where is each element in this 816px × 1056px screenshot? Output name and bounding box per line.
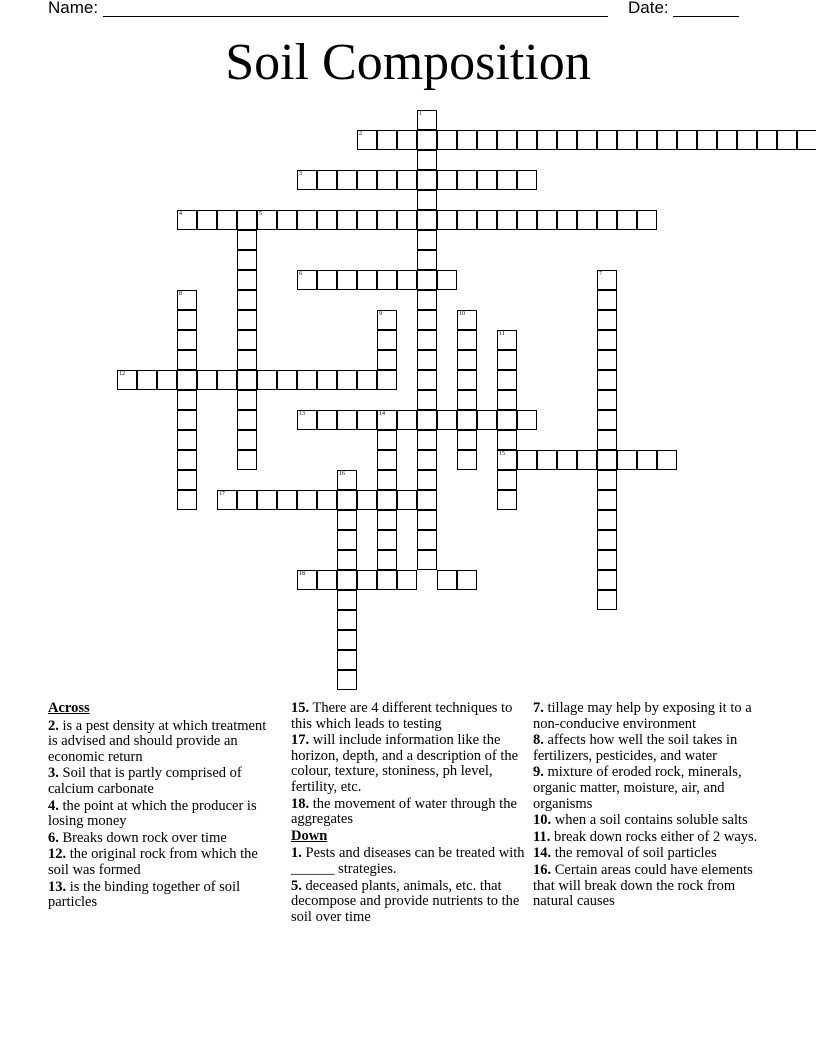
clue — [48, 880, 276, 911]
crossword-cell[interactable] — [337, 570, 357, 590]
crossword-cell[interactable] — [397, 270, 417, 290]
crossword-cell[interactable] — [337, 530, 357, 550]
crossword-cell[interactable] — [177, 210, 197, 230]
crossword-cell[interactable] — [597, 330, 617, 350]
clue — [291, 733, 525, 795]
crossword-cell[interactable] — [497, 170, 517, 190]
crossword-cell[interactable] — [277, 370, 297, 390]
crossword-cell[interactable] — [377, 530, 397, 550]
crossword-cell[interactable] — [597, 450, 617, 470]
clue-text: deceased plants, animals, etc. that decompose and provide nutrients to the soil over time — [291, 877, 520, 925]
clue-number: 4. — [48, 797, 59, 814]
crossword-cell[interactable] — [517, 130, 537, 150]
crossword-cell[interactable] — [177, 410, 197, 430]
crossword-cell[interactable] — [257, 370, 277, 390]
clue-text: Certain areas could have elements that will break down the rock from natural causes — [533, 861, 753, 910]
crossword-cell[interactable] — [497, 410, 517, 430]
crossword-cell[interactable] — [317, 270, 337, 290]
crossword-cell[interactable] — [737, 130, 757, 150]
crossword-cell[interactable] — [277, 490, 297, 510]
clue — [533, 813, 765, 829]
crossword-cell[interactable] — [297, 410, 317, 430]
crossword-cell[interactable] — [477, 410, 497, 430]
clue-number: 6. — [48, 829, 59, 846]
crossword-cell[interactable] — [357, 130, 377, 150]
crossword-cell[interactable] — [577, 210, 597, 230]
crossword-cell[interactable] — [537, 450, 557, 470]
crossword-cell[interactable] — [457, 310, 477, 330]
clue-text: tillage may help by exposing it to a non-conducive environment — [533, 700, 752, 732]
clue-number: 2. — [48, 717, 59, 734]
clue-text: the removal of soil particles — [554, 845, 717, 862]
crossword-cell[interactable] — [597, 510, 617, 530]
crossword-cell[interactable] — [377, 550, 397, 570]
crossword-cell[interactable] — [157, 370, 177, 390]
crossword-cell[interactable] — [237, 390, 257, 410]
crossword-cell[interactable] — [617, 450, 637, 470]
crossword-cell[interactable] — [797, 130, 816, 150]
clue-number: 14. — [533, 845, 552, 862]
clue-column-3 — [533, 701, 765, 911]
crossword-cell[interactable] — [237, 490, 257, 510]
crossword-cell[interactable] — [417, 510, 437, 530]
crossword-cell[interactable] — [417, 390, 437, 410]
crossword-cell[interactable] — [417, 330, 437, 350]
clue — [533, 863, 765, 910]
crossword-cell[interactable] — [317, 490, 337, 510]
crossword-cell[interactable] — [237, 230, 257, 250]
crossword-cell[interactable] — [497, 330, 517, 350]
crossword-cell[interactable] — [177, 430, 197, 450]
crossword-cell[interactable] — [557, 450, 577, 470]
crossword-cell[interactable] — [417, 350, 437, 370]
crossword-cell[interactable] — [357, 210, 377, 230]
crossword-cell[interactable] — [417, 190, 437, 210]
crossword-cell[interactable] — [617, 130, 637, 150]
clue-number: 13. — [48, 878, 67, 895]
cell-number: 12 — [119, 371, 125, 377]
clue-number: 18. — [291, 795, 310, 812]
crossword-cell[interactable] — [237, 430, 257, 450]
crossword-cell[interactable] — [517, 210, 537, 230]
crossword-cell[interactable] — [597, 530, 617, 550]
crossword-cell[interactable] — [417, 430, 437, 450]
crossword-cell[interactable] — [777, 130, 797, 150]
crossword-cell[interactable] — [177, 450, 197, 470]
crossword-cell[interactable] — [717, 130, 737, 150]
crossword-cell[interactable] — [337, 370, 357, 390]
crossword-cell[interactable] — [597, 370, 617, 390]
crossword-cell[interactable] — [337, 410, 357, 430]
clue-number: 1. — [291, 845, 302, 862]
crossword-cell[interactable] — [357, 490, 377, 510]
crossword-cell[interactable] — [177, 490, 197, 510]
crossword-cell[interactable] — [317, 570, 337, 590]
clue — [291, 701, 525, 732]
crossword-cell[interactable] — [357, 570, 377, 590]
crossword-cell[interactable] — [597, 290, 617, 310]
cell-number: 3 — [299, 171, 302, 177]
crossword-cell[interactable] — [537, 210, 557, 230]
clue-number: 7. — [533, 700, 544, 716]
crossword-cell[interactable] — [497, 370, 517, 390]
crossword-cell[interactable] — [317, 170, 337, 190]
crossword-cell[interactable] — [297, 570, 317, 590]
crossword-cell[interactable] — [597, 410, 617, 430]
crossword-cell[interactable] — [417, 210, 437, 230]
clue-text: the original rock from which the soil was formed — [48, 846, 258, 878]
cell-number: 13 — [299, 411, 305, 417]
crossword-cell[interactable] — [517, 450, 537, 470]
crossword-cell[interactable] — [497, 450, 517, 470]
crossword-cell[interactable] — [237, 310, 257, 330]
crossword-cell[interactable] — [417, 490, 437, 510]
crossword-cell[interactable] — [417, 290, 437, 310]
cell-number: 11 — [499, 331, 505, 337]
clue-text: when a soil contains soluble salts — [554, 812, 748, 829]
crossword-cell[interactable] — [437, 130, 457, 150]
crossword-cell[interactable] — [597, 430, 617, 450]
crossword-cell[interactable] — [297, 370, 317, 390]
cell-number: 17 — [219, 491, 225, 497]
crossword-cell[interactable] — [117, 370, 137, 390]
crossword-cell[interactable] — [517, 410, 537, 430]
across-clue-list — [48, 719, 276, 911]
crossword-cell[interactable] — [337, 270, 357, 290]
crossword-cell[interactable] — [377, 170, 397, 190]
crossword-cell[interactable] — [357, 270, 377, 290]
crossword-cell[interactable] — [597, 590, 617, 610]
cell-number: 7 — [599, 271, 602, 277]
clue-column-1 — [48, 701, 276, 912]
crossword-cell[interactable] — [357, 370, 377, 390]
crossword-cell[interactable] — [217, 370, 237, 390]
clue-number: 9. — [533, 764, 544, 781]
clue-number: 11. — [533, 828, 551, 845]
cell-number: 1 — [419, 111, 422, 117]
crossword-cell[interactable] — [597, 390, 617, 410]
clue — [291, 846, 525, 877]
crossword-cell[interactable] — [277, 210, 297, 230]
crossword-cell[interactable] — [417, 370, 437, 390]
crossword-cell[interactable] — [317, 370, 337, 390]
crossword-cell[interactable] — [457, 410, 477, 430]
clue-number: 8. — [533, 732, 544, 749]
cell-number: 2 — [359, 131, 362, 137]
clue — [48, 831, 276, 847]
clue-number: 15. — [291, 700, 310, 716]
crossword-cell[interactable] — [457, 210, 477, 230]
crossword-cell[interactable] — [337, 650, 357, 670]
crossword-cell[interactable] — [397, 570, 417, 590]
crossword-cell[interactable] — [597, 310, 617, 330]
crossword-cell[interactable] — [337, 210, 357, 230]
crossword-cell[interactable] — [377, 370, 397, 390]
crossword-cell[interactable] — [257, 490, 277, 510]
across-heading: Across — [48, 700, 90, 716]
crossword-cell[interactable] — [297, 170, 317, 190]
crossword-cell[interactable] — [377, 490, 397, 510]
crossword-cell[interactable] — [237, 290, 257, 310]
clue-text: will include information like the horizon, depth, and a description of the colour, texture, stoniness, ph level, fertility, etc. — [291, 732, 519, 795]
crossword-cell[interactable] — [377, 210, 397, 230]
crossword-cell[interactable] — [457, 130, 477, 150]
crossword-cell[interactable] — [757, 130, 777, 150]
crossword-cell[interactable] — [297, 490, 317, 510]
clue-number: 16. — [533, 861, 552, 878]
crossword-cell[interactable] — [177, 390, 197, 410]
crossword-cell[interactable] — [657, 130, 677, 150]
clue-number: 5. — [291, 877, 302, 894]
crossword-cell[interactable] — [617, 210, 637, 230]
crossword-cell[interactable] — [237, 210, 257, 230]
clue-number: 12. — [48, 846, 67, 863]
crossword-cell[interactable] — [177, 290, 197, 310]
crossword-cell[interactable] — [497, 210, 517, 230]
crossword-cell[interactable] — [417, 450, 437, 470]
crossword-cell[interactable] — [637, 130, 657, 150]
crossword-cell[interactable] — [597, 350, 617, 370]
crossword-cell[interactable] — [237, 410, 257, 430]
crossword-cell[interactable] — [377, 410, 397, 430]
crossword-cell[interactable] — [417, 170, 437, 190]
crossword-cell[interactable] — [497, 350, 517, 370]
crossword-cell[interactable] — [377, 350, 397, 370]
crossword-cell[interactable] — [237, 250, 257, 270]
clue-text: the point at which the producer is losing money — [48, 797, 257, 830]
crossword-cell[interactable] — [437, 170, 457, 190]
crossword-cell[interactable] — [637, 210, 657, 230]
crossword-cell[interactable] — [397, 170, 417, 190]
crossword-cell[interactable] — [457, 370, 477, 390]
crossword-cell[interactable] — [417, 310, 437, 330]
crossword-cell[interactable] — [417, 550, 437, 570]
crossword-cell[interactable] — [177, 470, 197, 490]
crossword-cell[interactable] — [457, 170, 477, 190]
clue — [48, 799, 276, 830]
crossword-cell[interactable] — [377, 470, 397, 490]
crossword-cell[interactable] — [237, 330, 257, 350]
cell-number: 18 — [299, 571, 305, 577]
crossword-cell[interactable] — [597, 270, 617, 290]
crossword-cell[interactable] — [457, 330, 477, 350]
crossword-cell[interactable] — [457, 390, 477, 410]
crossword-cell[interactable] — [437, 270, 457, 290]
crossword-cell[interactable] — [437, 210, 457, 230]
crossword-cell[interactable] — [597, 130, 617, 150]
crossword-cell[interactable] — [697, 130, 717, 150]
date-label: Date: — [628, 0, 669, 17]
crossword-cell[interactable] — [497, 390, 517, 410]
crossword-cell[interactable] — [477, 170, 497, 190]
crossword-cell[interactable] — [637, 450, 657, 470]
crossword-cell[interactable] — [137, 370, 157, 390]
crossword-cell[interactable] — [397, 490, 417, 510]
crossword-cell[interactable] — [377, 430, 397, 450]
clue — [533, 765, 765, 812]
down-clue-list — [291, 846, 525, 925]
crossword-cell[interactable] — [417, 150, 437, 170]
crossword-cell[interactable] — [437, 410, 457, 430]
crossword-cell[interactable] — [177, 370, 197, 390]
page-title: Soil Composition — [225, 34, 591, 91]
crossword-cell[interactable] — [177, 350, 197, 370]
clue — [48, 766, 276, 797]
cell-number: 16 — [339, 471, 345, 477]
crossword-cell[interactable] — [357, 410, 377, 430]
crossword-cell[interactable] — [497, 430, 517, 450]
crossword-cell[interactable] — [177, 310, 197, 330]
crossword-cell[interactable] — [457, 430, 477, 450]
crossword-cell[interactable] — [437, 570, 457, 590]
crossword-cell[interactable] — [497, 130, 517, 150]
clue-text: Pests and diseases can be treated with ______ strategies. — [291, 845, 525, 877]
clue-number: 17. — [291, 732, 310, 749]
crossword-cell[interactable] — [237, 370, 257, 390]
name-label: Name: — [48, 0, 99, 17]
crossword-cell[interactable] — [417, 530, 437, 550]
cell-number: 4 — [179, 211, 182, 217]
crossword-cell[interactable] — [337, 550, 357, 570]
cell-number: 5 — [259, 211, 262, 217]
crossword-cell[interactable] — [417, 410, 437, 430]
crossword-cell[interactable] — [597, 570, 617, 590]
clue — [48, 847, 276, 878]
crossword-cell[interactable] — [237, 450, 257, 470]
clue-text: is a pest density at which treatment is advised and should provide an economic return — [48, 717, 267, 765]
crossword-cell[interactable] — [657, 450, 677, 470]
down-heading: Down — [291, 827, 328, 844]
clue-number: 10. — [533, 812, 552, 829]
clue-text: mixture of eroded rock, minerals, organic matter, moisture, air, and organisms — [533, 764, 742, 812]
across-clue-list-continued — [291, 701, 525, 828]
clue-column-2 — [291, 701, 525, 926]
crossword-cell[interactable] — [417, 130, 437, 150]
crossword-cell[interactable] — [337, 590, 357, 610]
crossword-cell[interactable] — [597, 470, 617, 490]
crossword-cell[interactable] — [597, 210, 617, 230]
crossword-cell[interactable] — [557, 210, 577, 230]
cell-number: 9 — [379, 311, 382, 317]
crossword-cell[interactable] — [477, 210, 497, 230]
clue-text: break down rocks either of 2 ways. — [553, 828, 758, 845]
crossword-cell[interactable] — [237, 270, 257, 290]
crossword-cell[interactable] — [497, 490, 517, 510]
crossword-cell[interactable] — [337, 470, 357, 490]
down-clue-list-continued — [533, 701, 765, 910]
crossword-cell[interactable] — [417, 250, 437, 270]
crossword-cell[interactable] — [177, 330, 197, 350]
clue — [291, 879, 525, 926]
cell-number: 10 — [459, 311, 465, 317]
clue-number: 3. — [48, 765, 59, 782]
clue-text: There are 4 different techniques to this which leads to testing — [291, 700, 513, 732]
clue — [291, 797, 525, 828]
crossword-cell[interactable] — [297, 270, 317, 290]
crossword-cell[interactable] — [477, 130, 497, 150]
cell-number: 15 — [499, 451, 505, 457]
crossword-cell[interactable] — [357, 170, 377, 190]
crossword-cell[interactable] — [397, 130, 417, 150]
crossword-cell[interactable] — [197, 370, 217, 390]
crossword-cell[interactable] — [417, 110, 437, 130]
crossword-cell[interactable] — [217, 210, 237, 230]
crossword-cell[interactable] — [317, 210, 337, 230]
crossword-cell[interactable] — [297, 210, 317, 230]
crossword-cell[interactable] — [197, 210, 217, 230]
clue-text: the movement of water through the aggregates — [291, 795, 517, 828]
crossword-cell[interactable] — [537, 130, 557, 150]
clue-text: affects how well the soil takes in fertilizers, pesticides, and water — [533, 732, 738, 764]
crossword-cell[interactable] — [337, 510, 357, 530]
crossword-cell[interactable] — [417, 270, 437, 290]
clue — [533, 846, 765, 862]
crossword-cell[interactable] — [597, 550, 617, 570]
clue-text: Soil that is partly comprised of calcium carbonate — [48, 765, 242, 797]
crossword-cell[interactable] — [557, 130, 577, 150]
crossword-cell[interactable] — [337, 490, 357, 510]
crossword-cell[interactable] — [417, 230, 437, 250]
crossword-cell[interactable] — [337, 170, 357, 190]
cell-number: 14 — [379, 411, 385, 417]
crossword-cell[interactable] — [377, 570, 397, 590]
cell-number: 8 — [179, 291, 182, 297]
clue-text: is the binding together of soil particles — [48, 878, 241, 911]
clue — [48, 719, 276, 766]
crossword-cell[interactable] — [457, 570, 477, 590]
crossword-cell[interactable] — [317, 410, 337, 430]
crossword-cell[interactable] — [457, 450, 477, 470]
crossword-cell[interactable] — [377, 310, 397, 330]
clue-text: Breaks down rock over time — [62, 829, 227, 846]
crossword-cell[interactable] — [337, 630, 357, 650]
clue — [533, 830, 765, 846]
crossword-cell[interactable] — [337, 670, 357, 690]
crossword-cell[interactable] — [577, 450, 597, 470]
crossword-cell[interactable] — [517, 170, 537, 190]
crossword-cell[interactable] — [377, 130, 397, 150]
crossword-cell[interactable] — [397, 210, 417, 230]
cell-number: 6 — [299, 271, 302, 277]
crossword-cell[interactable] — [337, 610, 357, 630]
crossword-cell[interactable] — [257, 210, 277, 230]
crossword-cell[interactable] — [677, 130, 697, 150]
crossword-cell[interactable] — [217, 490, 237, 510]
clue — [533, 701, 765, 732]
crossword-cell[interactable] — [377, 450, 397, 470]
crossword-cell[interactable] — [457, 350, 477, 370]
crossword-cell[interactable] — [377, 510, 397, 530]
crossword-cell[interactable] — [377, 330, 397, 350]
crossword-cell[interactable] — [377, 270, 397, 290]
crossword-cell[interactable] — [577, 130, 597, 150]
crossword-cell[interactable] — [497, 470, 517, 490]
crossword-cell[interactable] — [417, 470, 437, 490]
clue — [533, 733, 765, 764]
crossword-cell[interactable] — [397, 410, 417, 430]
crossword-cell[interactable] — [597, 490, 617, 510]
crossword-cell[interactable] — [237, 350, 257, 370]
